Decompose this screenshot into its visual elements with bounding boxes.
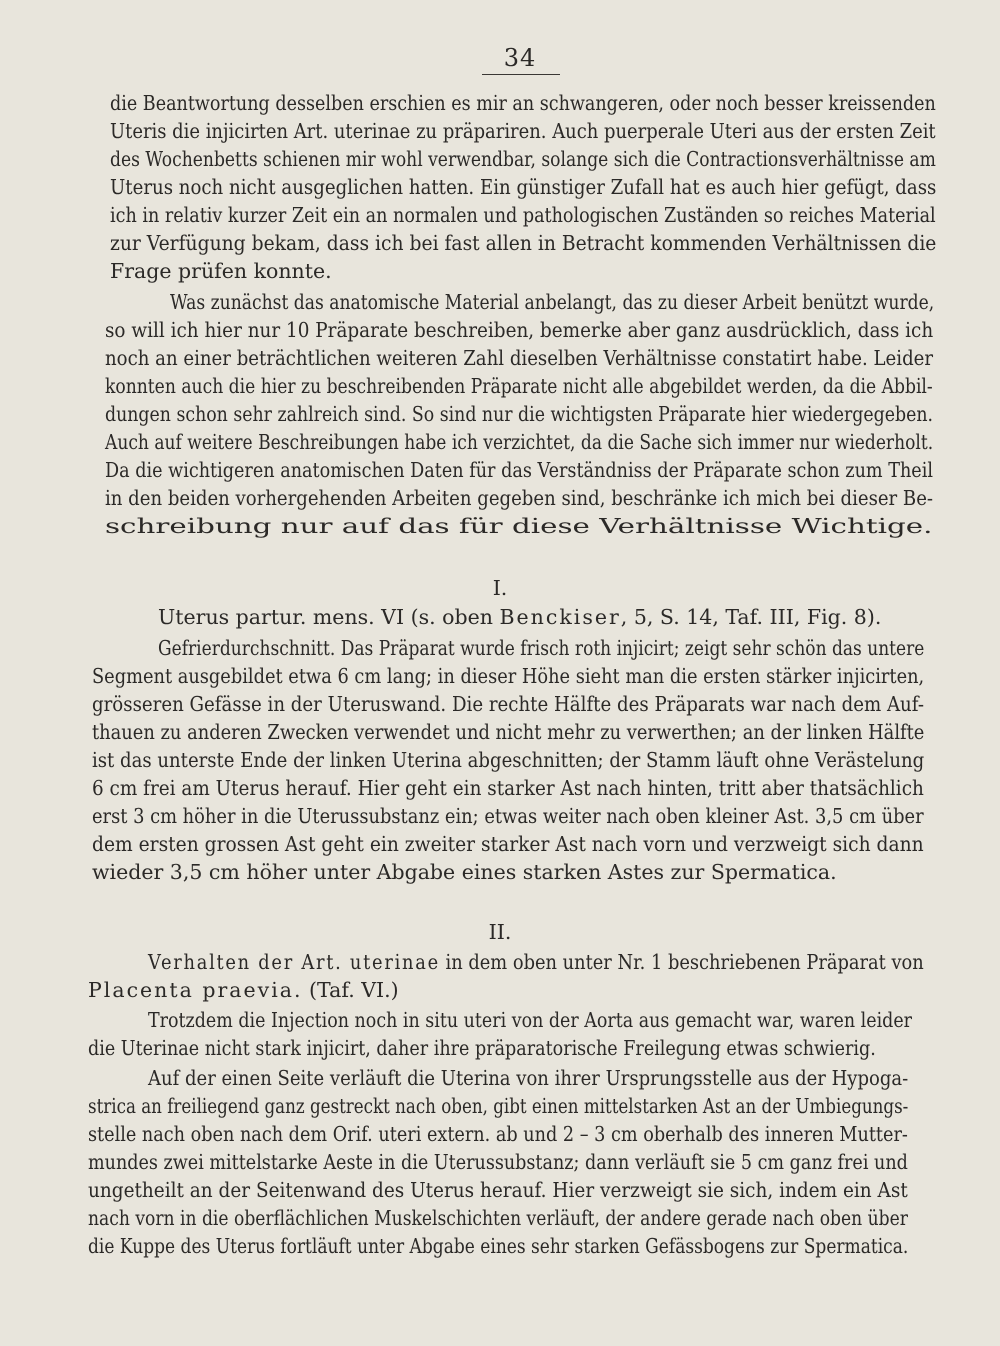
text-line: Auch auf weitere Beschreibungen habe ich verzichtet, da die Sache sich immer nur wiederholt. <box>105 430 934 454</box>
text-line: so will ich hier nur 10 Präparate beschreiben, bemerke aber ganz ausdrücklich, dass ich <box>105 318 934 342</box>
section-title-text: (Taf. VI.) <box>302 978 399 1002</box>
section-title-text: in dem oben unter Nr. 1 beschriebenen Präparat von <box>439 950 924 974</box>
text-line: die Beantwortung desselben erschien es mir an schwangeren, oder noch besser kreissenden <box>110 91 936 115</box>
text-line: Was zunächst das anatomische Material anbelangt, das zu dieser Arbeit benützt wurde, <box>170 290 935 314</box>
text-line: die Kuppe des Uterus fortläuft unter Abgabe eines sehr starken Gefässbogens zur Spermatica. <box>88 1234 909 1258</box>
text-line: Gefrierdurchschnitt. Das Präparat wurde frisch roth injicirt; zeigt sehr schön das untere <box>158 636 925 660</box>
author-name: Benckiser <box>499 605 621 629</box>
section-title <box>148 952 924 973</box>
text-line: erst 3 cm höher in die Uterussubstanz ein; etwas weiter nach oben kleiner Ast. 3,5 cm über <box>92 804 924 828</box>
text-line: Trotzdem die Injection noch in situ uteri von der Aorta aus gemacht war, waren leider <box>148 1008 913 1032</box>
text-line: Auf der einen Seite verläuft die Uterina von ihrer Ursprungsstelle aus der Hypoga- <box>148 1066 909 1090</box>
text-line: strica an freiliegend ganz gestreckt nach oben, gibt einen mittelstarken Ast an der Umbiegungs- <box>88 1094 909 1118</box>
section-numeral: II. <box>488 920 512 944</box>
text-line: die Uterinae nicht stark injicirt, daher ihre präparatorische Freilegung etwas schwierig. <box>88 1036 876 1060</box>
text-line: zur Verfügung bekam, dass ich bei fast allen in Betracht kommenden Verhältnissen die <box>110 231 937 255</box>
text-line: des Wochenbetts schienen mir wohl verwendbar, solange sich die Contractionsverhältnisse am <box>110 147 936 171</box>
text-line: Uterus noch nicht ausgeglichen hatten. Ein günstiger Zufall hat es auch hier gefügt, dass <box>110 175 937 199</box>
text-line: nach vorn in die oberflächlichen Muskelschichten verläuft, der andere gerade nach oben über <box>88 1206 908 1230</box>
section-title-text: Uterus partur. mens. VI (s. oben <box>158 605 500 629</box>
text-line: ungetheilt an der Seitenwand des Uterus herauf. Hier verzweigt sie sich, indem ein Ast <box>88 1178 908 1202</box>
section-title <box>158 607 881 628</box>
text-line: noch an einer beträchtlichen weiteren Zahl dieselben Verhältnisse constatirt habe. Leider <box>105 346 934 370</box>
text-line: Uteris die injicirten Art. uterinae zu präpariren. Auch puerperale Uteri aus der ersten Zeit <box>110 119 936 143</box>
text-line: schreibung nur auf das für diese Verhältnisse Wichtige. <box>105 514 933 538</box>
text-line: dungen schon sehr zahlreich sind. So sind nur die wichtigsten Präparate hier wiedergegeben. <box>105 402 934 426</box>
text-line: konnten auch die hier zu beschreibenden Präparate nicht alle abgebildet werden, da die Abbil- <box>105 374 933 398</box>
text-line: stelle nach oben nach dem Orif. uteri extern. ab und 2 – 3 cm oberhalb des inneren Mutter- <box>88 1122 908 1146</box>
page-number: 34 <box>503 44 537 72</box>
section-numeral: I. <box>492 576 508 600</box>
text-line: wieder 3,5 cm höher unter Abgabe eines starken Astes zur Spermatica. <box>92 860 837 884</box>
text-line: Da die wichtigeren anatomischen Daten für das Verständniss der Präparate schon zum Theil <box>105 458 933 482</box>
text-line: mundes zwei mittelstarke Aeste in die Uterussubstanz; dann verläuft sie 5 cm ganz frei und <box>88 1150 908 1174</box>
section-title-spaced: Verhalten der Art. uterinae <box>148 950 440 974</box>
text-line: dem ersten grossen Ast geht ein zweiter starker Ast nach vorn und verzweigt sich dann <box>92 832 924 856</box>
text-line: in den beiden vorhergehenden Arbeiten gegeben sind, beschränke ich mich bei dieser Be- <box>105 486 934 510</box>
text-line: ist das unterste Ende der linken Uterina abgeschnitten; der Stamm läuft ohne Verästelung <box>92 748 925 772</box>
text-line: Frage prüfen konnte. <box>110 259 332 283</box>
text-line: Segment ausgebildet etwa 6 cm lang; in dieser Höhe sieht man die ersten stärker injicirten, <box>92 664 925 688</box>
section-title <box>88 980 399 1001</box>
text-line: ich in relativ kurzer Zeit ein an normalen und pathologischen Zuständen so reiches Material <box>110 203 936 227</box>
page-number-rule <box>482 74 560 75</box>
text-line: 6 cm frei am Uterus herauf. Hier geht ein starker Ast nach hinten, tritt aber thatsächlich <box>92 776 924 800</box>
text-line: grösseren Gefässe in der Uteruswand. Die rechte Hälfte des Präparats war nach dem Auf- <box>92 692 924 716</box>
text-line: thauen zu anderen Zwecken verwendet und nicht mehr zu verwerthen; an der linken Hälfte <box>92 720 925 744</box>
section-title-text: , 5, S. 14, Taf. III, Fig. 8). <box>620 605 882 629</box>
section-title-spaced: Placenta praevia. <box>88 978 303 1002</box>
